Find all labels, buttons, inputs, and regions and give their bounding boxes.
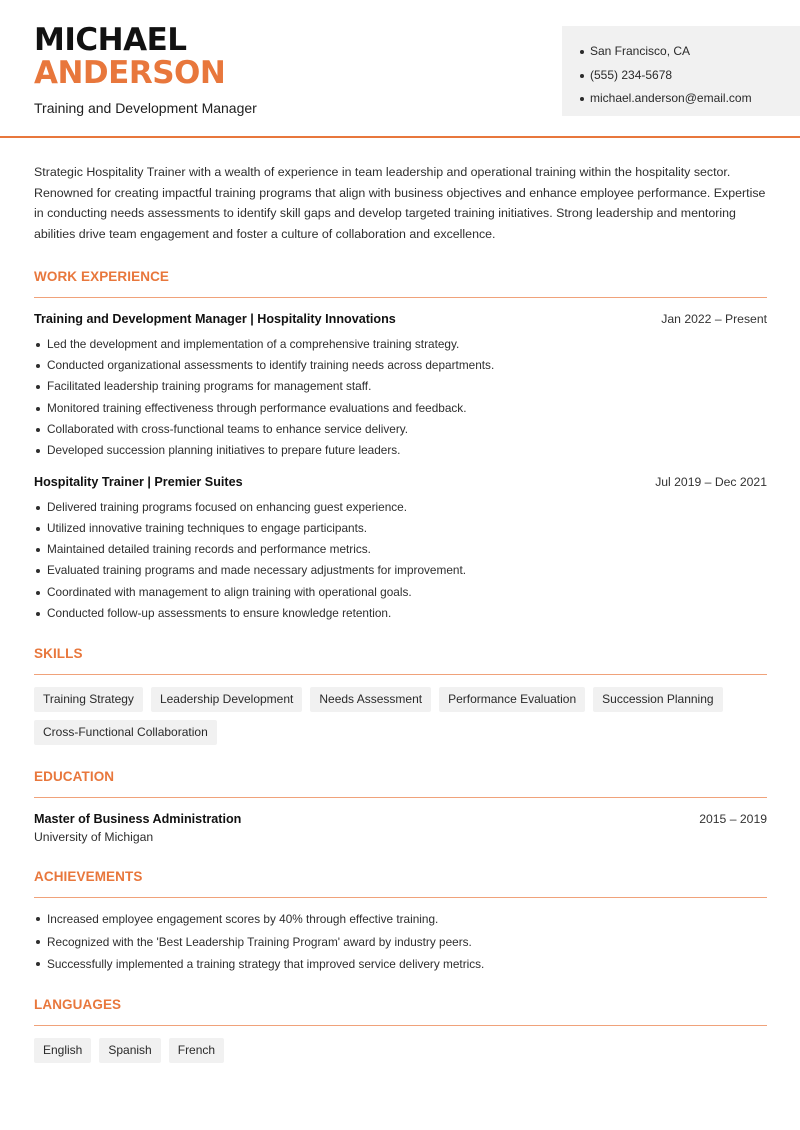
list-item: Collaborated with cross-functional teams to enhance service delivery. [34, 419, 767, 440]
job-bullets [34, 334, 767, 462]
contact-panel [562, 26, 800, 116]
section-title-education: EDUCATION [34, 768, 767, 798]
job-entry [34, 475, 767, 625]
skill-tag: Succession Planning [593, 687, 722, 712]
job-header [34, 475, 767, 489]
achievements-section [34, 868, 767, 976]
list-item: Coordinated with management to align training with operational goals. [34, 582, 767, 603]
job-role: Training and Development Manager | Hospitality Innovations [34, 311, 396, 326]
language-tags [34, 1038, 767, 1063]
skill-tag: Performance Evaluation [439, 687, 585, 712]
resume-header [0, 0, 800, 138]
achievement-list [34, 908, 767, 976]
language-tag: English [34, 1038, 91, 1063]
list-item: Evaluated training programs and made necessary adjustments for improvement. [34, 560, 767, 581]
list-item: Conducted follow-up assessments to ensure knowledge retention. [34, 603, 767, 624]
contact-list [580, 40, 800, 111]
list-item: Recognized with the 'Best Leadership Training Program' award by industry peers. [34, 931, 767, 954]
skills-section [34, 645, 767, 745]
contact-email[interactable]: michael.anderson@email.com [580, 87, 800, 111]
list-item: Developed succession planning initiatives to prepare future leaders. [34, 440, 767, 461]
section-title-achievements: ACHIEVEMENTS [34, 868, 767, 898]
first-name: MICHAEL [34, 22, 187, 58]
list-item: Utilized innovative training techniques to engage participants. [34, 518, 767, 539]
education-section [34, 768, 767, 844]
list-item: Facilitated leadership training programs for management staff. [34, 376, 767, 397]
skills-tags [34, 687, 767, 745]
languages-section [34, 996, 767, 1063]
candidate-name [34, 24, 225, 90]
work-experience-section [34, 268, 767, 625]
education-dates: 2015 – 2019 [699, 812, 767, 827]
list-item: Monitored training effectiveness through performance evaluations and feedback. [34, 398, 767, 419]
job-header [34, 312, 767, 326]
resume-body [34, 162, 767, 1063]
school-name: University of Michigan [34, 830, 154, 845]
section-title-work: WORK EXPERIENCE [34, 268, 767, 298]
job-dates: Jul 2019 – Dec 2021 [655, 474, 767, 489]
job-entry [34, 312, 767, 462]
job-title: Training and Development Manager [34, 100, 257, 116]
contact-phone: (555) 234-5678 [580, 64, 800, 88]
list-item: Maintained detailed training records and performance metrics. [34, 539, 767, 560]
section-title-skills: SKILLS [34, 645, 767, 675]
professional-summary: Strategic Hospitality Trainer with a wealth of experience in team leadership and operational training within the hospitality sector. Renowned for creating impactful training programs that align with business objectives and enhance employee performance. Expertise in conducting needs assessments to identify skill gaps and develop targeted training initiatives. Strong leadership and mentoring abilities drive team engagement and foster a culture of collaboration and excellence. [34, 165, 766, 242]
section-title-languages: LANGUAGES [34, 996, 767, 1026]
language-tag: French [169, 1038, 224, 1063]
contact-location: San Francisco, CA [580, 40, 800, 64]
degree: Master of Business Administration [34, 812, 242, 827]
list-item: Delivered training programs focused on enhancing guest experience. [34, 497, 767, 518]
list-item: Successfully implemented a training strategy that improved service delivery metrics. [34, 953, 767, 976]
list-item: Conducted organizational assessments to identify training needs across departments. [34, 355, 767, 376]
skill-tag: Training Strategy [34, 687, 143, 712]
job-bullets [34, 497, 767, 625]
job-role: Hospitality Trainer | Premier Suites [34, 474, 243, 489]
skill-tag: Cross-Functional Collaboration [34, 720, 217, 745]
education-header [34, 812, 767, 826]
skill-tag: Needs Assessment [310, 687, 431, 712]
list-item: Led the development and implementation of a comprehensive training strategy. [34, 334, 767, 355]
job-dates: Jan 2022 – Present [661, 311, 767, 326]
list-item: Increased employee engagement scores by 40% through effective training. [34, 908, 767, 931]
last-name: ANDERSON [34, 55, 226, 91]
language-tag: Spanish [99, 1038, 160, 1063]
skill-tag: Leadership Development [151, 687, 302, 712]
